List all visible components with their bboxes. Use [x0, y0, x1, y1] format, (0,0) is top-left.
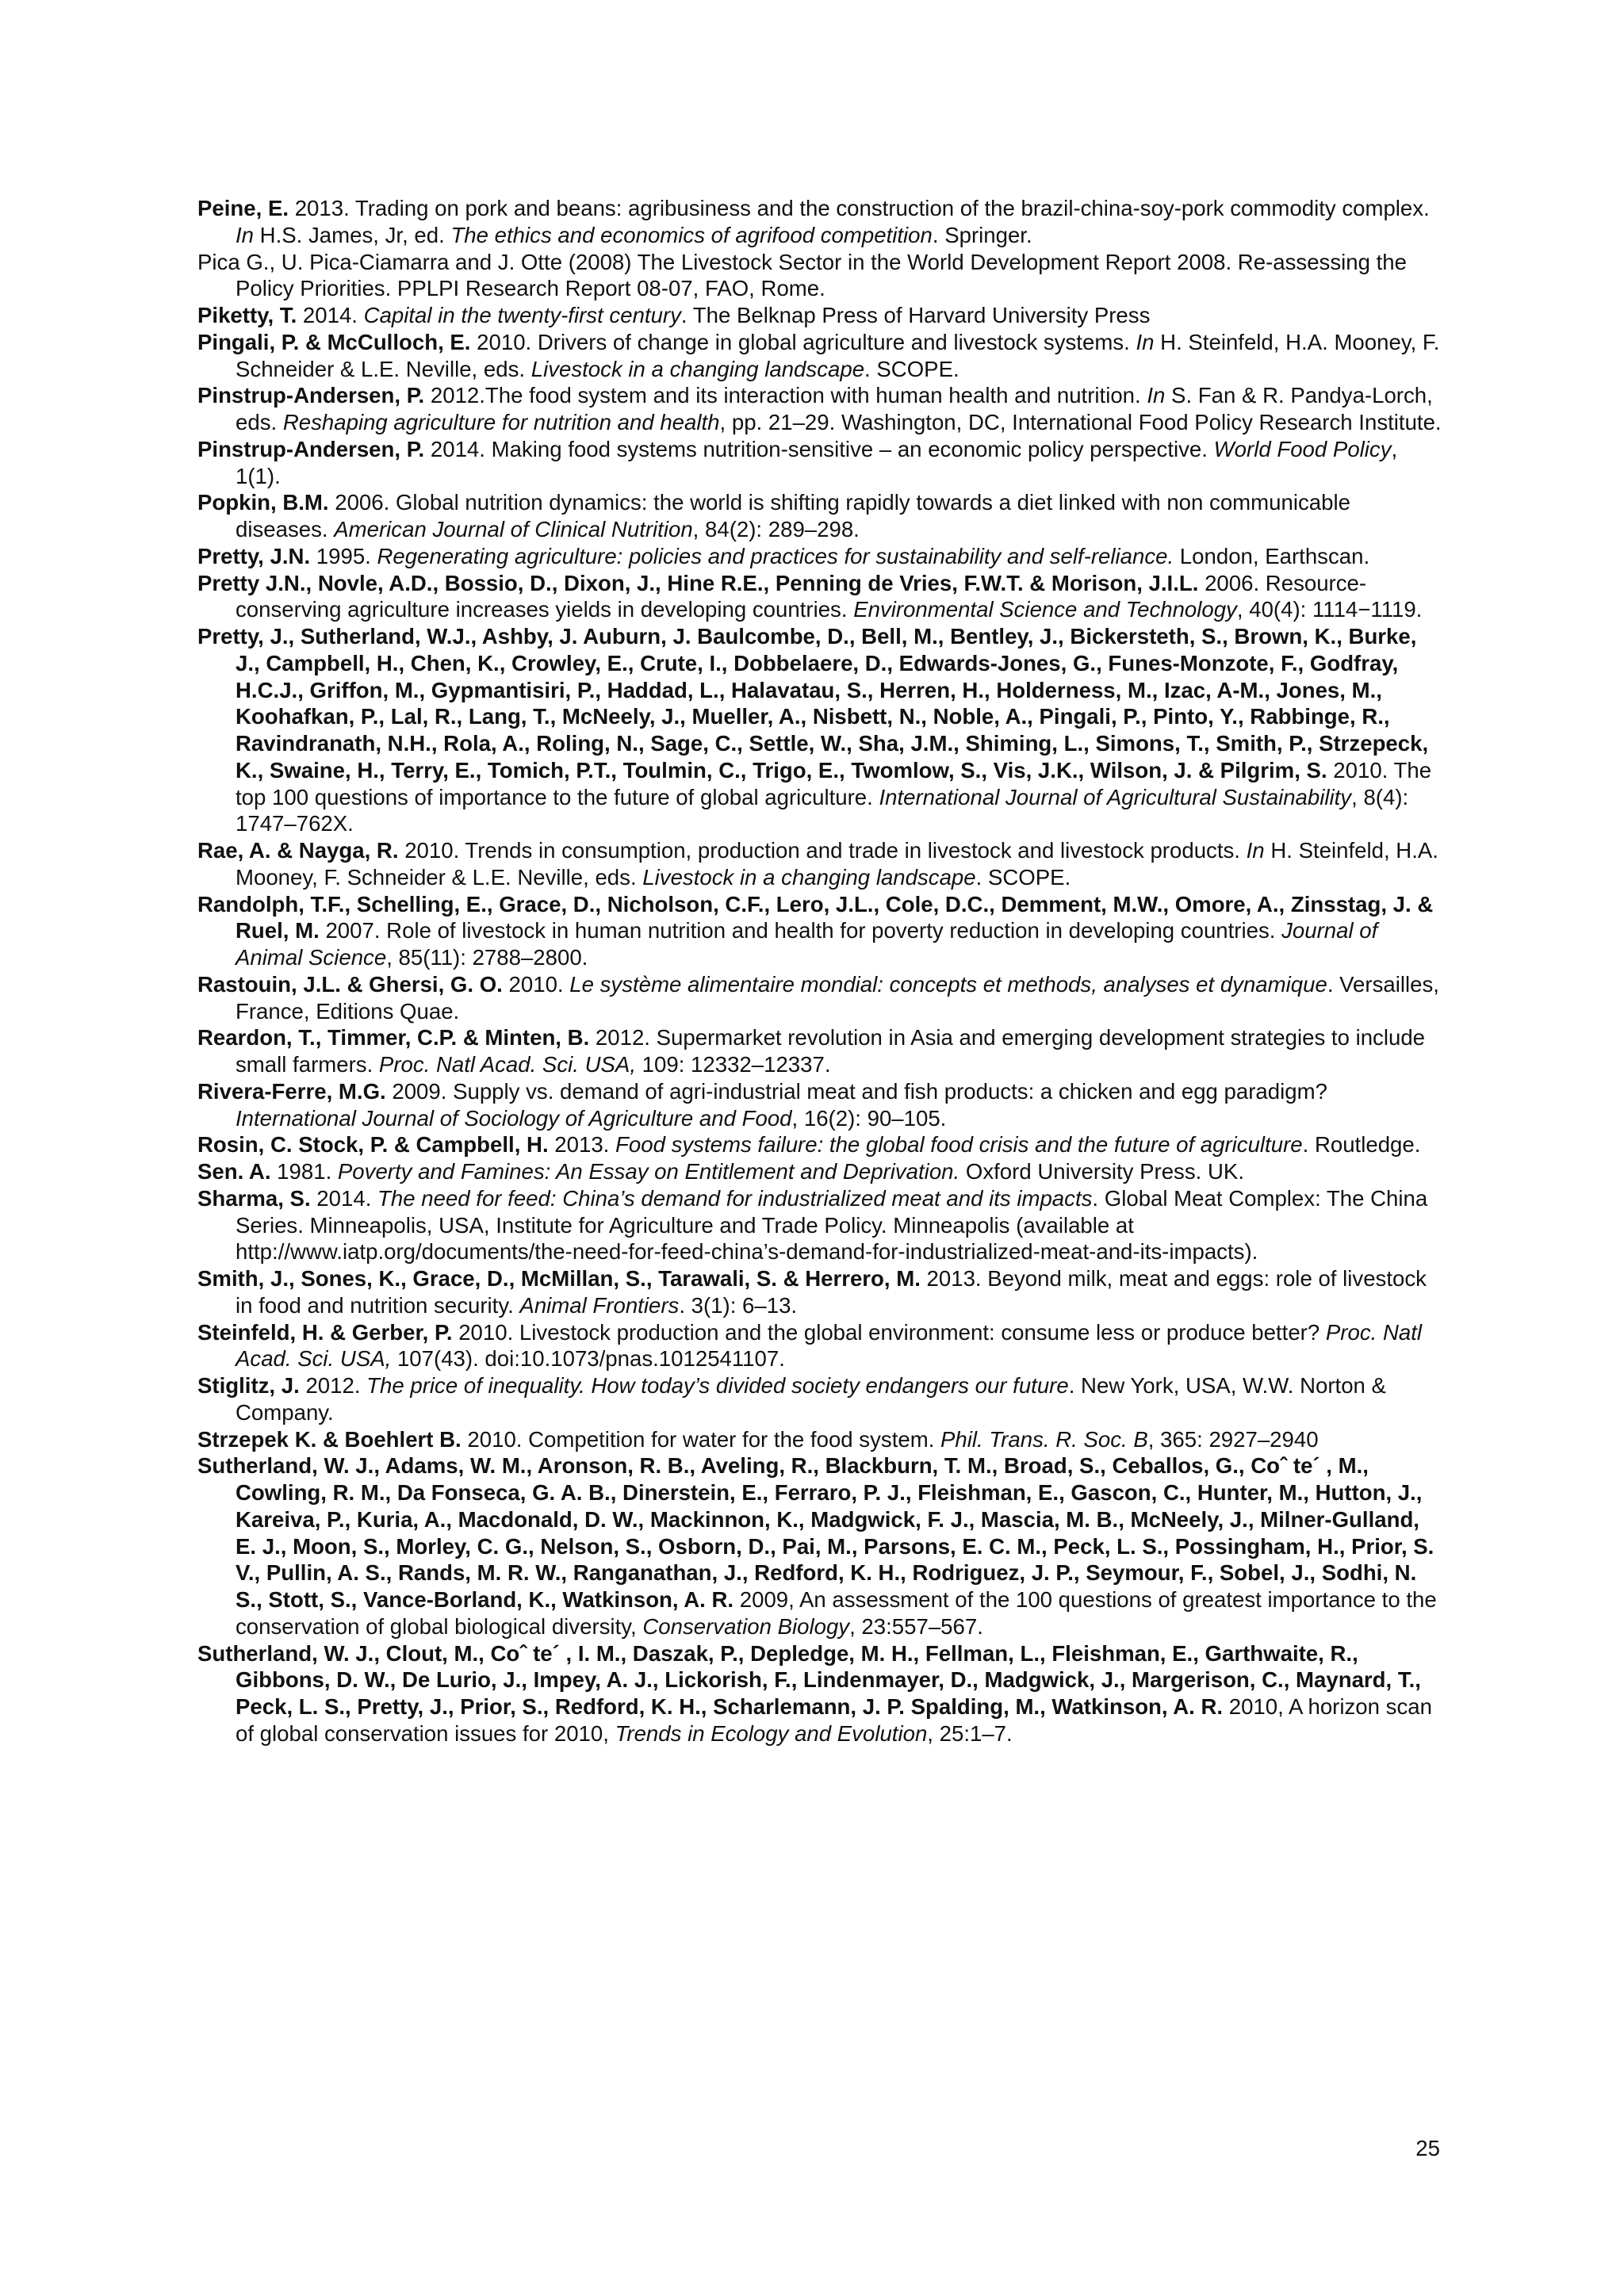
reference-text: 2006. Global nutrition dynamics: the world is shifting rapidly towards a diet linked with non communicable diseases. — [236, 490, 1350, 541]
reference-entry — [197, 1640, 1442, 1747]
reference-italic-title: Proc. Natl Acad. Sci. USA, — [236, 1319, 1423, 1372]
reference-italic-title: Livestock in a changing landscape — [642, 864, 976, 890]
reference-authors: Pinstrup-Andersen, P. — [197, 383, 425, 408]
reference-entry — [197, 543, 1442, 570]
reference-text: 2007. Role of livestock in human nutrition and health for poverty reduction in developing countries. — [319, 918, 1282, 943]
reference-entry — [197, 382, 1442, 436]
reference-italic-title: In — [1136, 329, 1155, 354]
reference-italic-title: Animal Frontiers — [519, 1292, 680, 1318]
reference-text: 107(43). doi:10.1073/pnas.1012541107. — [391, 1346, 785, 1372]
reference-text: , 40(4): 1114−1119. — [1236, 597, 1423, 622]
reference-authors: Sen. A. — [197, 1159, 271, 1184]
reference-text: H. Steinfeld, H.A. Mooney, F. Schneider & L.E. Neville, eds. — [236, 329, 1440, 381]
reference-text: 2014. — [310, 1185, 378, 1211]
reference-italic-title: World Food Policy — [1213, 436, 1392, 461]
reference-entry — [197, 1158, 1442, 1185]
reference-text: 2012.The food system and its interaction with human health and nutrition. — [424, 383, 1147, 408]
reference-text: . Routledge. — [1302, 1132, 1421, 1158]
reference-text: , 16(2): 90–105. — [791, 1105, 947, 1131]
reference-entry — [197, 570, 1442, 624]
reference-entry — [197, 623, 1442, 837]
reference-entry — [197, 971, 1442, 1025]
reference-text: 2014. — [297, 303, 364, 327]
reference-text: H. Steinfeld, H.A. Mooney, F. Schneider & L.E. Neville, eds. — [236, 838, 1438, 890]
reference-authors: Rastouin, J.L. & Ghersi, G. O. — [197, 971, 503, 997]
reference-authors: Steinfeld, H. & Gerber, P. — [197, 1319, 453, 1345]
reference-italic-title: Trends in Ecology and Evolution — [615, 1720, 928, 1746]
reference-italic-title: Proc. Natl Acad. Sci. USA, — [378, 1052, 636, 1077]
reference-text: . SCOPE. — [975, 864, 1071, 890]
reference-authors: Strzepek K. & Boehlert B. — [197, 1426, 462, 1452]
reference-authors: Pretty J.N., Novle, A.D., Bossio, D., Dixon, J., Hine R.E., Penning de Vries, F.W.T. & Morison, J.I.L. — [197, 570, 1199, 595]
reference-entry — [197, 302, 1442, 329]
reference-authors: Smith, J., Sones, K., Grace, D., McMillan, S., Tarawali, S. & Herrero, M. — [197, 1266, 921, 1291]
reference-list — [197, 195, 1442, 1747]
reference-entry — [197, 891, 1442, 971]
reference-text: London, Earthscan. — [1174, 543, 1370, 568]
reference-italic-title: The price of inequality. How today’s divided society endangers our future — [366, 1373, 1069, 1398]
reference-entry — [197, 249, 1442, 303]
reference-entry — [197, 195, 1442, 249]
reference-authors: Pingali, P. & McCulloch, E. — [197, 329, 471, 354]
reference-italic-title: Regenerating agriculture: policies and practices for sustainability and self-reliance. — [377, 543, 1174, 568]
reference-text: . Versailles, France, Editions Quae. — [236, 971, 1439, 1024]
reference-entry — [197, 489, 1442, 543]
reference-text: . The Belknap Press of Harvard University Press — [680, 303, 1151, 327]
reference-authors: Stiglitz, J. — [197, 1373, 300, 1398]
reference-authors: Sutherland, W. J., Adams, W. M., Aronson, R. B., Aveling, R., Blackburn, T. M., Broad, S., Ceballos, G., Coˆ te´ , M., Cowling, R. M., Da Fonseca, G. A. B., Dinerstein, E., Ferraro, P. J., Fleishman, E., Gascon, C., Hunter, M., Hutton, J., Kareiva, P., Kuria, A., Macdonald, D. W., Mackinnon, K., Madgwick, F. J., Mascia, M. B., McNeely, J., Milner-Gulland, E. J., Moon, S., Morley, C. G., Nelson, S., Osborn, D., Pai, M., Parsons, E. C. M., Peck, L. S., Possingham, H., Prior, S. V., Pullin, A. S., Rands, M. R. W., Ranganathan, J., Redford, K. H., Rodriguez, J. P., Seymour, F., Sobel, J., Sodhi, N. S., Stott, S., Vance-Borland, K., Watkinson, A. R. — [197, 1453, 1434, 1612]
reference-authors: Rivera-Ferre, M.G. — [197, 1078, 386, 1104]
reference-italic-title: In — [1147, 383, 1166, 408]
reference-authors: Reardon, T., Timmer, C.P. & Minten, B. — [197, 1025, 590, 1050]
reference-authors: Pretty, J., Sutherland, W.J., Ashby, J. Auburn, J. Baulcombe, D., Bell, M., Bentley, J., Bickersteth, S., Brown, K., Burke, J., Campbell, H., Chen, K., Crowley, E., Crute, I., Dobbelaere, D., Edwards-Jones, G., Funes-Monzote, F., Godfray, H.C.J., Griffon, M., Gypmantisiri, P., Haddad, L., Halavatau, S., Herren, H., Holderness, M., Izac, A-M., Jones, M., Koohafkan, P., Lal, R., Lang, T., McNeely, J., Mueller, A., Nisbett, N., Noble, A., Pingali, P., Pinto, Y., Rabbinge, R., Ravindranath, N.H., Rola, A., Roling, N., Sage, C., Settle, W., Sha, J.M., Shiming, L., Simons, T., Smith, P., Strzepeck, K., Swaine, H., Terry, E., Tomich, P.T., Toulmin, C., Trigo, E., Twomlow, S., Vis, J.K., Wilson, J. & Pilgrim, S. — [197, 624, 1429, 783]
reference-authors: Sutherland, W. J., Clout, M., Coˆ te´ , I. M., Daszak, P., Depledge, M. H., Fellman, L., Fleishman, E., Garthwaite, R., Gibbons, D. W., De Lurio, J., Impey, A. J., Lickorish, F., Lindenmayer, D., Madgwick, J., Margerison, C., Maynard, T., Peck, L. S., Pretty, J., Prior, S., Redford, K. H., Scharlemann, J. P. Spalding, M., Watkinson, A. R. — [197, 1640, 1421, 1719]
reference-entry — [197, 1426, 1442, 1453]
reference-entry — [197, 1185, 1442, 1265]
reference-text: . Springer. — [932, 222, 1032, 247]
reference-text: 2010, A horizon scan of global conservation issues for 2010, — [236, 1694, 1432, 1746]
reference-text: 2012. — [299, 1373, 367, 1398]
reference-entry — [197, 1372, 1442, 1426]
reference-italic-title: American Journal of Clinical Nutrition — [334, 517, 693, 541]
reference-italic-title: International Journal of Sociology of Agriculture and Food — [236, 1105, 792, 1131]
reference-authors: Pretty, J.N. — [197, 543, 311, 568]
reference-text: , pp. 21–29. Washington, DC, International Food Policy Research Institute. — [719, 410, 1442, 434]
reference-text: 2013. Beyond milk, meat and eggs: role of livestock in food and nutrition security. — [236, 1266, 1427, 1318]
reference-text: 2010. Drivers of change in global agriculture and livestock systems. — [470, 329, 1136, 354]
reference-text: , 85(11): 2788–2800. — [386, 945, 588, 970]
reference-text: , 365: 2927–2940 — [1147, 1426, 1319, 1452]
reference-entry — [197, 1024, 1442, 1078]
reference-text: Pica G., U. Pica-Ciamarra and J. Otte (2008) The Livestock Sector in the World Development Report 2008. Re-assessing the Policy Priorities. PPLPI Research Report 08-07, FAO, Rome. — [197, 249, 1407, 301]
reference-text: 2010. Competition for water for the food system. — [461, 1426, 941, 1452]
reference-text: . 3(1): 6–13. — [679, 1292, 798, 1318]
reference-entry — [197, 1131, 1442, 1158]
reference-entry — [197, 1319, 1442, 1373]
reference-text: 2014. Making food systems nutrition-sensitive – an economic policy perspective. — [424, 436, 1214, 461]
reference-text: , 8(4): 1747–762X. — [236, 784, 1409, 836]
reference-text: , 23:557–567. — [849, 1613, 983, 1639]
reference-text: 2009. Supply vs. demand of agri-industrial meat and fish products: a chicken and egg paradigm? — [385, 1078, 1327, 1104]
reference-italic-title: Livestock in a changing landscape — [530, 356, 865, 381]
reference-italic-title: The need for feed: China’s demand for industrialized meat and its impacts — [377, 1185, 1093, 1211]
reference-italic-title: Le système alimentaire mondial: concepts et methods, analyses et dynamique — [569, 971, 1327, 997]
reference-italic-title: Environmental Science and Technology — [853, 597, 1237, 622]
reference-authors: Piketty, T. — [197, 303, 297, 327]
reference-text: 2012. Supermarket revolution in Asia and emerging development strategies to include small farmers. — [236, 1025, 1426, 1077]
reference-text: 2013. — [548, 1132, 616, 1158]
reference-italic-title: Capital in the twenty-first century — [363, 303, 681, 327]
reference-authors: Popkin, B.M. — [197, 490, 329, 515]
reference-authors: Sharma, S. — [197, 1185, 311, 1211]
reference-text: 2010. The top 100 questions of importance to the future of global agriculture. — [236, 757, 1432, 809]
reference-entry — [197, 1452, 1442, 1640]
reference-text: 2010. — [502, 971, 570, 997]
reference-text: 2013. Trading on pork and beans: agribusiness and the construction of the brazil-china-soy-pork commodity complex. — [289, 196, 1430, 220]
reference-text: . SCOPE. — [864, 356, 959, 381]
reference-text: , 1(1). — [236, 436, 1398, 488]
reference-italic-title: International Journal of Agricultural Sustainability — [879, 784, 1352, 809]
reference-italic-title: The ethics and economics of agrifood competition — [450, 222, 933, 247]
reference-authors: Pinstrup-Andersen, P. — [197, 436, 425, 461]
reference-authors: Rae, A. & Nayga, R. — [197, 838, 399, 863]
reference-text: 2006. Resource-conserving agriculture increases yields in developing countries. — [236, 570, 1367, 622]
reference-authors: Randolph, T.F., Schelling, E., Grace, D., Nicholson, C.F., Lero, J.L., Cole, D.C., Demment, M.W., Omore, A., Zinsstag, J. & Ruel, M. — [197, 891, 1434, 943]
page-number: 25 — [1415, 2136, 1440, 2160]
reference-authors: Rosin, C. Stock, P. & Campbell, H. — [197, 1132, 549, 1158]
reference-text: 2010. Trends in consumption, production and trade in livestock and livestock products. — [398, 838, 1247, 863]
reference-authors: Peine, E. — [197, 196, 289, 220]
reference-italic-title: In — [236, 222, 255, 247]
reference-text: H.S. James, Jr, ed. — [254, 222, 451, 247]
reference-italic-title: In — [1246, 838, 1265, 863]
reference-text: Oxford University Press. UK. — [959, 1159, 1244, 1184]
reference-text: , 84(2): 289–298. — [692, 517, 860, 541]
reference-italic-title: Conservation Biology — [642, 1613, 850, 1639]
reference-entry — [197, 1078, 1442, 1132]
reference-italic-title: Food systems failure: the global food crisis and the future of agriculture — [615, 1132, 1303, 1158]
reference-text: 2010. Livestock production and the global environment: consume less or produce better? — [452, 1319, 1326, 1345]
reference-italic-title: Poverty and Famines: An Essay on Entitlement and Deprivation. — [337, 1159, 960, 1184]
reference-entry — [197, 436, 1442, 490]
reference-entry — [197, 837, 1442, 891]
reference-italic-title: Reshaping agriculture for nutrition and health — [282, 410, 720, 434]
reference-text: S. Fan & R. Pandya-Lorch, eds. — [236, 383, 1433, 434]
reference-text: , 25:1–7. — [927, 1720, 1013, 1746]
reference-text: 1995. — [310, 543, 377, 568]
reference-entry — [197, 1265, 1442, 1319]
reference-text: 109: 12332–12337. — [636, 1052, 831, 1077]
reference-text: 2009, An assessment of the 100 questions of greatest importance to the conservation of global biological diversity, — [236, 1587, 1437, 1639]
reference-text: . New York, USA, W.W. Norton & Company. — [236, 1373, 1386, 1425]
reference-italic-title: Phil. Trans. R. Soc. B — [940, 1426, 1148, 1452]
reference-entry — [197, 329, 1442, 383]
reference-italic-title: Journal of Animal Science — [236, 918, 1378, 970]
reference-text: . Global Meat Complex: The China Series. Minneapolis, USA, Institute for Agriculture and Trade Policy. Minneapolis (available at http://www.iatp.org/documents/the-need-for-feed-china’s-demand-for-industrialized-meat-and-its-impacts). — [236, 1185, 1428, 1265]
reference-text: 1981. — [270, 1159, 338, 1184]
